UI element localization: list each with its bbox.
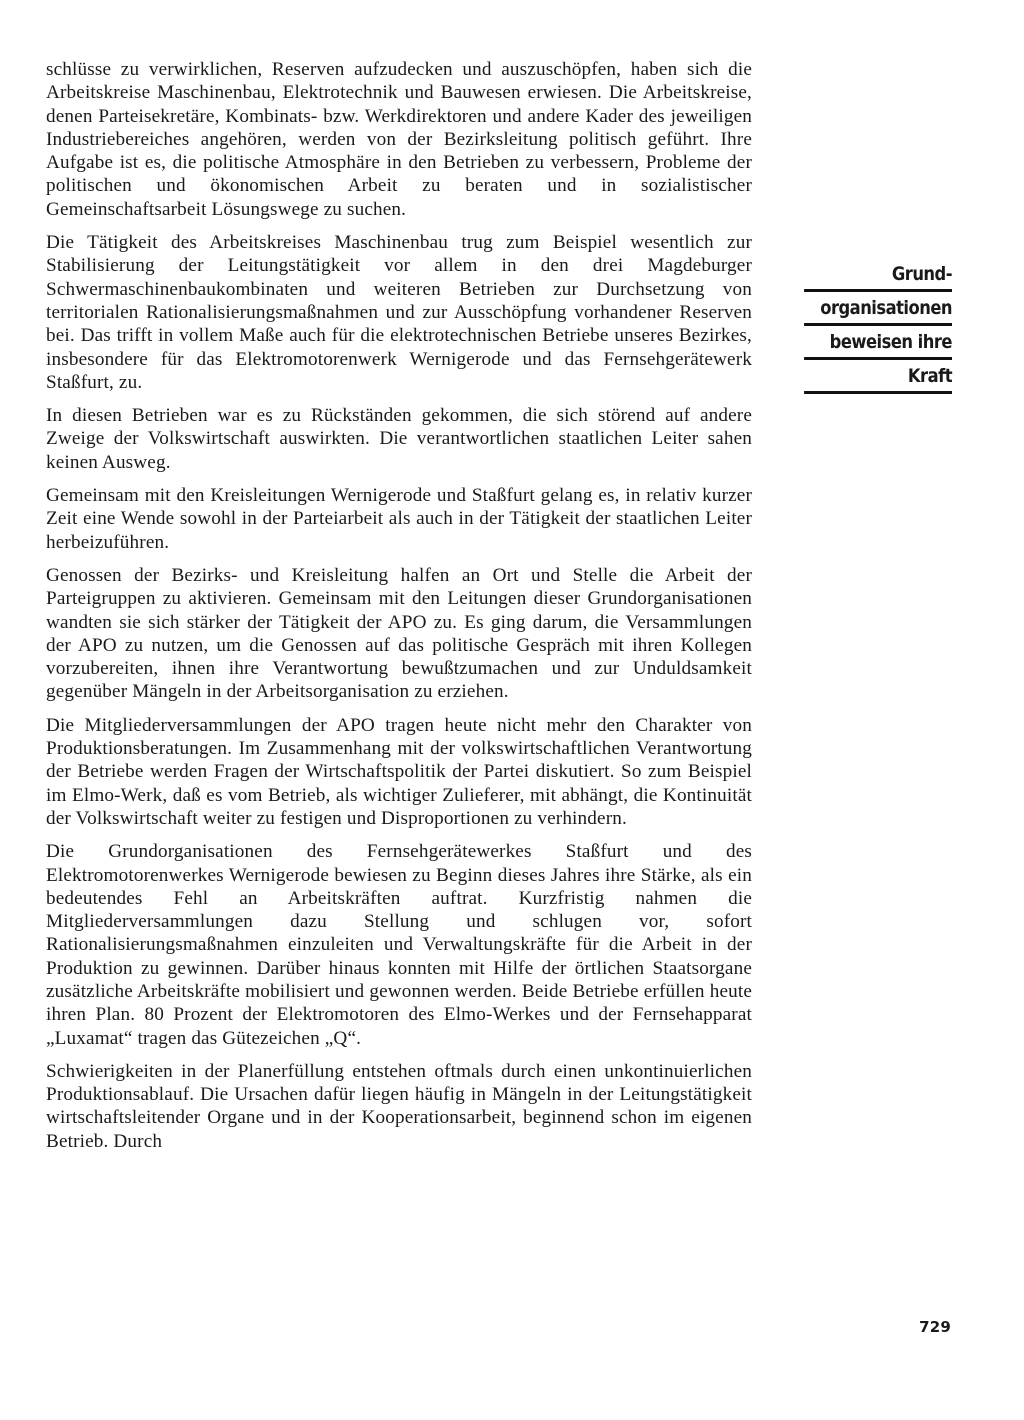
paragraph-3: In diesen Betrieben war es zu Rückständen gekommen, die sich störend auf andere Zweige der Volkswirtschaft auswirkten. Die verantwortlichen staatlichen Leiter sahen keinen Ausweg. xyxy=(46,405,752,473)
paragraph-8: Schwierigkeiten in der Planerfüllung entstehen oftmals durch einen unkontinuierlichen Produktionsablauf. Die Ursachen dafür liegen häufig in Mängeln in der Leitungstätigkeit wirtschaftsleitender Organe und in der Kooperationsarbeit, beginnend schon im eigenen Betrieb. Durch xyxy=(46,1060,752,1152)
paragraph-1: schlüsse zu verwirklichen, Reserven aufzudecken und auszuschöpfen, haben sich die Arbeitskreise Maschinenbau, Elektrotechnik und Bauwesen erwiesen. Die Arbeitskreise, denen Parteisekretäre, Kombinats- bzw. Werkdirektoren und andere Kader des jeweiligen Industriebereiches angehören, werden von der Bezirksleitung politisch geführt. Ihre Aufgabe ist es, die politische Atmosphäre in den Betrieben zu verbessern, Probleme der politischen und ökonomischen Arbeit zu beraten und in sozialistischer Gemeinschaftsarbeit Lösungswege zu suchen. xyxy=(46,59,752,220)
margin-heading-line-4: Kraft xyxy=(804,364,952,394)
paragraph-7: Die Grundorganisationen des Fernsehgerätewerkes Staßfurt und des Elektromotorenwerkes Wernigerode bewiesen zu Beginn dieses Jahres ihre Stärke, als ein bedeutendes Fehl an Arbeitskräften auftrat. Kurzfristig nahmen die Mitgliederversammlungen dazu Stellung und schlugen vor, sofort Rationalisierungsmaßnahmen einzuleiten und Verwaltungskräfte für die Arbeit in der Produktion zu gewinnen. Darüber hinaus konnten mit Hilfe der örtlichen Staatsorgane zusätzliche Arbeitskräfte mobilisiert und gewonnen werden. Beide Betriebe erfüllen heute ihren Plan. 80 Prozent der Elektromotoren des Elmo-Werkes und der Fernsehapparat „Luxamat“ tragen das Gütezeichen „Q“. xyxy=(46,841,752,1049)
paragraph-5: Genossen der Bezirks- und Kreisleitung halfen an Ort und Stelle die Arbeit der Parteigruppen zu aktivieren. Gemeinsam mit den Leitungen dieser Grundorganisationen wandten sie sich stärker der Tätigkeit der APO zu. Es ging darum, die Versammlungen der APO zu nutzen, um die Genossen auf das politische Gespräch mit ihren Kollegen vorzubereiten, ihnen ihre Verantwortung bewußtzumachen und zur Unduldsamkeit gegenüber Mängeln in der Arbeitsorganisation zu erziehen. xyxy=(46,564,752,703)
paragraph-6: Die Mitgliederversammlungen der APO tragen heute nicht mehr den Charakter von Produktionsberatungen. Im Zusammenhang mit der volkswirtschaftlichen Verantwortung der Betriebe werden Fragen der Wirtschaftspolitik der Partei diskutiert. So zum Beispiel im Elmo-Werk, daß es vom Betrieb, als wichtiger Zulieferer, mit abhängt, die Kontinuität der Volkswirtschaft weiter zu festigen und Disproportionen zu verhindern. xyxy=(46,714,752,829)
margin-heading-line-1: Grund- xyxy=(804,262,952,292)
margin-heading-line-3: beweisen ihre xyxy=(804,330,952,360)
body-text xyxy=(46,58,752,1163)
page-number: 729 xyxy=(919,1318,951,1336)
paragraph-4: Gemeinsam mit den Kreisleitungen Wernigerode und Staßfurt gelang es, in relativ kurzer Zeit eine Wende sowohl in der Parteiarbeit als auch in der Tätigkeit der staatlichen Leiter herbeizuführen. xyxy=(46,485,752,553)
paragraph-2: Die Tätigkeit des Arbeitskreises Maschinenbau trug zum Beispiel wesentlich zur Stabilisierung der Leitungstätigkeit vor allem in den drei Magdeburger Schwermaschinenbaukombinaten und weiteren Betrieben zur Durchsetzung von territorialen Rationalisierungsmaßnahmen und zur Ausschöpfung vorhandener Reserven bei. Das trifft in vollem Maße auch für die elektrotechnischen Betriebe unseres Bezirkes, insbesondere für das Elektromotorenwerk Wernigerode und das Fernsehgerätewerk Staßfurt, zu. xyxy=(46,232,752,393)
margin-heading-line-2: organisationen xyxy=(804,296,952,326)
margin-heading xyxy=(780,262,952,398)
